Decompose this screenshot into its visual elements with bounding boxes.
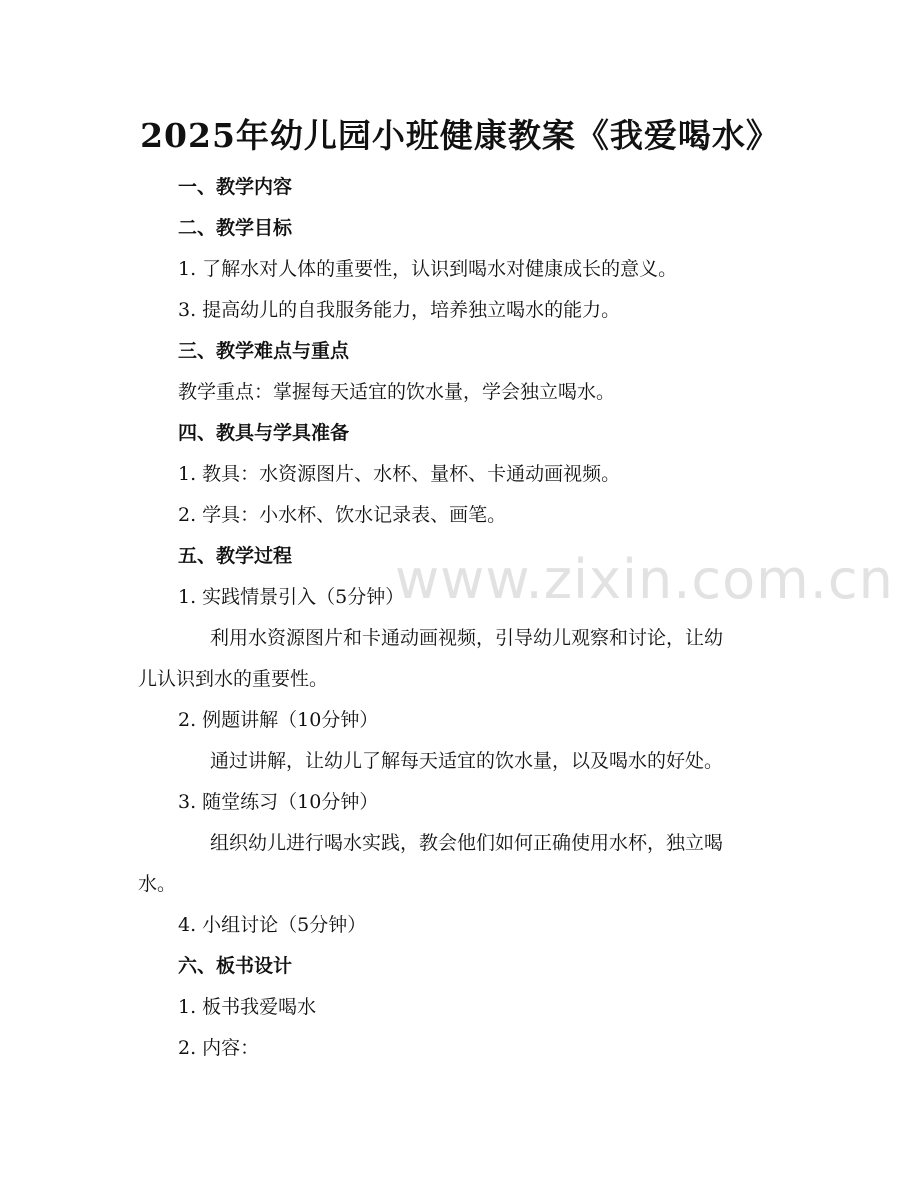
board-design-item-2: 2. 内容： [178,1037,260,1059]
process-step-2: 2. 例题讲解（10分钟） [178,709,379,731]
objective-item-3: 3. 提高幼儿的自我服务能力，培养独立喝水的能力。 [178,299,621,321]
watermark: www.zixin.com.cn [395,548,894,611]
section-heading-key-points: 三、教学难点与重点 [178,340,350,362]
process-step-3-text-cont: 水。 [138,873,177,895]
key-point-text: 教学重点：掌握每天适宜的饮水量，学会独立喝水。 [178,381,616,403]
section-heading-content: 一、教学内容 [178,176,293,198]
materials-item-2: 2. 学具：小水杯、饮水记录表、画笔。 [178,504,507,526]
process-step-4: 4. 小组讨论（5分钟） [178,914,367,936]
process-step-2-text: 通过讲解，让幼儿了解每天适宜的饮水量，以及喝水的好处。 [210,750,724,772]
process-step-1: 1. 实践情景引入（5分钟） [178,586,405,608]
section-heading-objectives: 二、教学目标 [178,217,293,239]
document-title: 2025年幼儿园小班健康教案《我爱喝水》 [140,116,780,155]
section-heading-materials: 四、教具与学具准备 [178,422,350,444]
materials-item-1: 1. 教具：水资源图片、水杯、量杯、卡通动画视频。 [178,463,621,485]
process-step-1-text-cont: 儿认识到水的重要性。 [138,668,329,690]
process-step-3: 3. 随堂练习（10分钟） [178,791,379,813]
board-design-item-1: 1. 板书我爱喝水 [178,996,317,1018]
section-heading-board-design: 六、板书设计 [178,955,293,977]
process-step-3-text: 组织幼儿进行喝水实践，教会他们如何正确使用水杯，独立喝 [210,832,724,854]
objective-item-1: 1. 了解水对人体的重要性，认识到喝水对健康成长的意义。 [178,258,678,280]
process-step-1-text: 利用水资源图片和卡通动画视频，引导幼儿观察和讨论，让幼 [210,627,724,649]
section-heading-process: 五、教学过程 [178,545,293,567]
